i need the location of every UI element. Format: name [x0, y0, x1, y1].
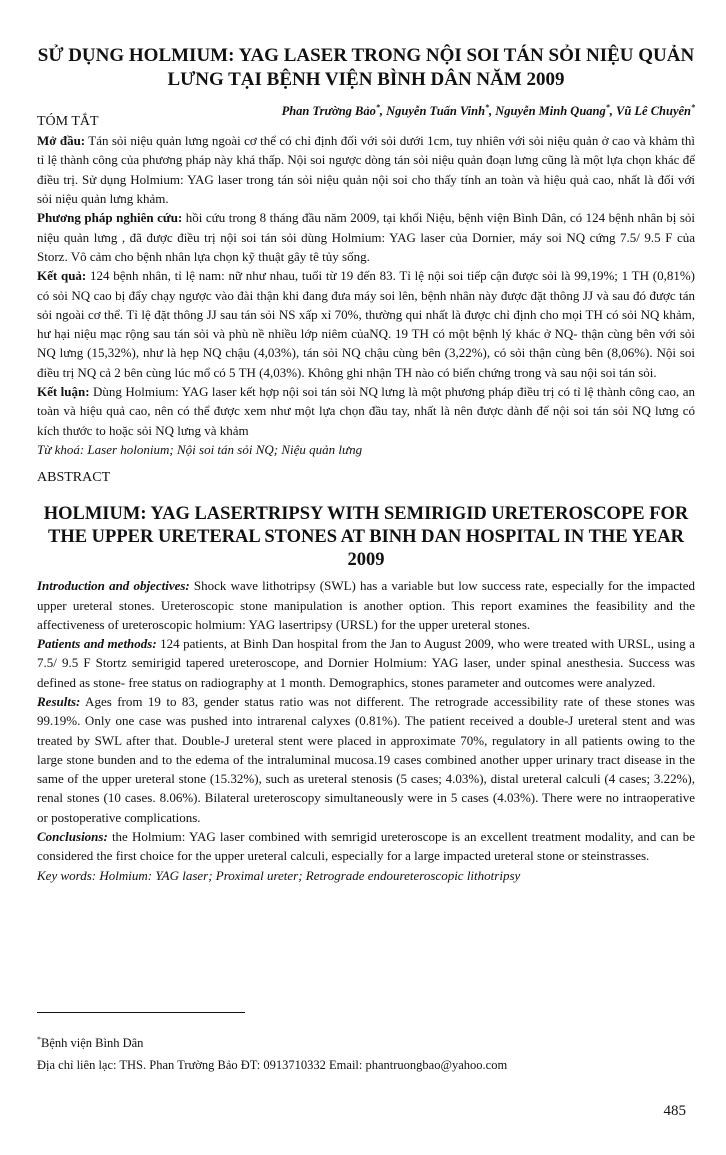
- paragraph-label: Phương pháp nghiên cứu:: [37, 210, 183, 226]
- paragraph-conclusions: [37, 827, 695, 866]
- paragraph-label: Conclusions:: [37, 829, 108, 845]
- paragraph-text: the Holmium: YAG laser combined with semrigid ureteroscope is an excellent treatment modality, and can be considered the first choice for the upper ureteral calculi, especially for a large impacted ureteral stone or steinstrasses.: [37, 829, 695, 864]
- paragraph-text: Tán sỏi niệu quản lưng ngoài cơ thể có chỉ định đối với sỏi dưới 1cm, tuy nhiên với sỏi niệu quản ở cao và khảm thì tỉ lệ thành công của phương pháp này khá thấp. Nội soi ngược dòng tán sỏi niệu quản đoạn lưng cũng là một lựa chọn khác để điều trị. Sử dụng Holmium: YAG laser trong tán sỏi niệu quản nội soi cho thấy tính an toàn và hiệu quả cao, nhất là đối với sỏi niệu quản lưng khảm.: [37, 133, 695, 207]
- paragraph-text: 124 bệnh nhân, tỉ lệ nam: nữ như nhau, tuổi từ 19 đến 83. Tỉ lệ nội soi tiếp cận được sỏi là 99,19%; 1 TH (0,81%) có sỏi NQ cao bị đẩy chạy ngược vào đài thận khi đang đưa máy soi lên, bệnh nhân này được đặt thông JJ và sau đó được tán sỏi ngoài cơ thể. Tỉ lệ đặt thông JJ sau tán sỏi NS xấp xỉ 70%, thường qui nhất là được chỉ định cho mọi TH có sỏi NQ khảm, hư hại niệu mạc rộng sau tán sỏi và phù nề nhiều lớp niêm củaNQ. 19 TH có một bệnh lý khác ở NQ- thận cùng bên với sỏi NQ lưng (15,32%), như là hẹp NQ chậu (4,03%), tán sỏi NQ chậu cùng bên (3,22%), có sỏi thận cùng bên (8,06%). Nội soi điều trị NQ cả 2 bên cùng lúc mổ có 5 TH (4,03%). Không ghi nhận TH nào có biến chứng trong và sau nội soi tán sỏi.: [37, 268, 696, 380]
- footnote-contact: Địa chỉ liên lạc: THS. Phan Trường Bảo ĐT: 0913710332 Email: phantruongbao@yahoo.com: [37, 1058, 508, 1073]
- author-mark: *: [375, 103, 380, 112]
- paragraph-label: Kết luận:: [37, 384, 90, 400]
- paragraph-ket-luan: [37, 382, 695, 440]
- paragraph-text: hồi cứu trong 8 tháng đầu năm 2009, tại khối Niệu, bệnh viện Bình Dân, có 124 bệnh nhân bị sỏi niệu quản lưng , đã được điều trị nội soi tán sỏi dùng Holmium: YAG laser của Dornier, máy soi NQ cứng 7.5/ 9.5 F của Storz. Vô cảm cho bệnh nhân lựa chọn kỹ thuật gây tê tủy sống.: [37, 210, 695, 264]
- footnote: [37, 1012, 695, 1076]
- author-mark: *: [485, 103, 490, 112]
- section-heading-tom-tat: TÓM TẮT: [37, 114, 99, 130]
- affiliation-text: Bệnh viện Bình Dân: [41, 1036, 144, 1051]
- paragraph-text: Ages from 19 to 83, gender status ratio was not different. The retrograde accessibility rate of these stones was 99.19%. Only one case was pushed into intrarenal calyxes (0.81%). The patient received a double-J ureteral stent and was treated by SWL after that. Double-J ureteral stent were placed in approximate 70%, regulatory in all patients owing to the large stone bunden and to the edema of the intraluminal mucosa.19 cases combined another upper urinary tract disease in the same of the upper ureteral stone (15.32%), such as ureteral stenosis (5 cases; 4.03%), distal ureteral calculi (4 cases; 3.22%), renal stones (10 cases. 8.06%). Bilateral ureteroscopy simultaneously were in 5 cases (4.03%). There were no intraoperative or postoperative complications.: [37, 693, 695, 825]
- paragraph-text: 124 patients, at Binh Dan hospital from the Jan to August 2009, who were treated with URSL, using a 7.5/ 9.5 F Stortz semirigid tapered ureteroscope, and Dornier Holmium: YAG laser, under spinal anesthesia. Success was defined as stone- free status on radiography at 1 month. Demographics, stones parameter and outcomes were analyzed.: [37, 636, 695, 690]
- paragraph-label: Results:: [37, 693, 81, 709]
- vietnamese-keywords: Từ khoá: Laser holonium; Nội soi tán sỏi NQ; Niệu quản lưng: [37, 441, 363, 457]
- author: Vũ Lê Chuyên: [615, 104, 691, 119]
- author: Phan Trường Bảo: [281, 104, 376, 119]
- paragraph-text: Shock wave lithotripsy (SWL) has a variable but low success rate, especially for the impacted upper ureteral stones. Ureteroscopic stone manipulation is another option. This report examines the feasibility and the affectiveness of ureteroscopic holmium: YAG lasertripsy (URSL) for the upper ureteral stones.: [37, 578, 695, 632]
- paragraph-text: Dùng Holmium: YAG laser kết hợp nội soi tán sỏi NQ lưng là một phương pháp điều trị có tỉ lệ thành công cao, an toàn và hiệu quả cao, nên có thể được xem như một lựa chọn đầu tay, nhất là nên được dành để nội soi tán sỏi NQ lưng có kích thước to hoặc sỏi NQ lưng và khảm: [37, 384, 695, 438]
- page-number: 485: [663, 1103, 686, 1119]
- authors: Phan Trường Bảo*, Nguyễn Tuấn Vinh*, Nguyễn Minh Quang*, Vũ Lê Chuyên*: [281, 103, 695, 119]
- paragraph-label: Patients and methods:: [37, 636, 157, 652]
- author-mark: *: [691, 103, 695, 112]
- footnote-affiliation: [37, 1029, 695, 1054]
- vietnamese-title: SỬ DỤNG HOLMIUM: YAG LASER TRONG NỘI SOI TÁN SỎI NIỆU QUẢN LƯNG TẠI BỆNH VIỆN BÌNH DÂN NĂM 2009: [37, 45, 695, 90]
- section-heading-abstract: ABSTRACT: [37, 470, 111, 486]
- paragraph-mo-dau: [37, 131, 695, 208]
- paragraph-label: Kết quả:: [37, 268, 87, 284]
- paragraph-introduction: [37, 576, 695, 634]
- paragraph-results: [37, 692, 695, 827]
- author: Nguyễn Tuấn Vinh: [386, 104, 486, 119]
- author-mark: *: [37, 1035, 41, 1044]
- author: Nguyễn Minh Quang: [495, 104, 606, 119]
- article: [37, 44, 695, 885]
- author-mark: *: [605, 103, 610, 112]
- paragraph-phuong-phap: [37, 208, 695, 266]
- footnote-divider: [37, 1012, 245, 1013]
- paragraph-label: Mở đầu:: [37, 133, 86, 149]
- paragraph-label: Introduction and objectives:: [37, 578, 190, 594]
- english-title: HOLMIUM: YAG LASERTRIPSY WITH SEMIRIGID URETEROSCOPE FOR THE UPPER URETERAL STONES AT BINH DAN HOSPITAL IN THE YEAR 2009: [43, 504, 689, 571]
- english-keywords: Key words: Holmium: YAG laser; Proximal ureter; Retrograde endoureteroscopic lithotripsy: [37, 867, 521, 883]
- paragraph-ket-qua: [37, 266, 695, 382]
- paragraph-methods: [37, 634, 695, 692]
